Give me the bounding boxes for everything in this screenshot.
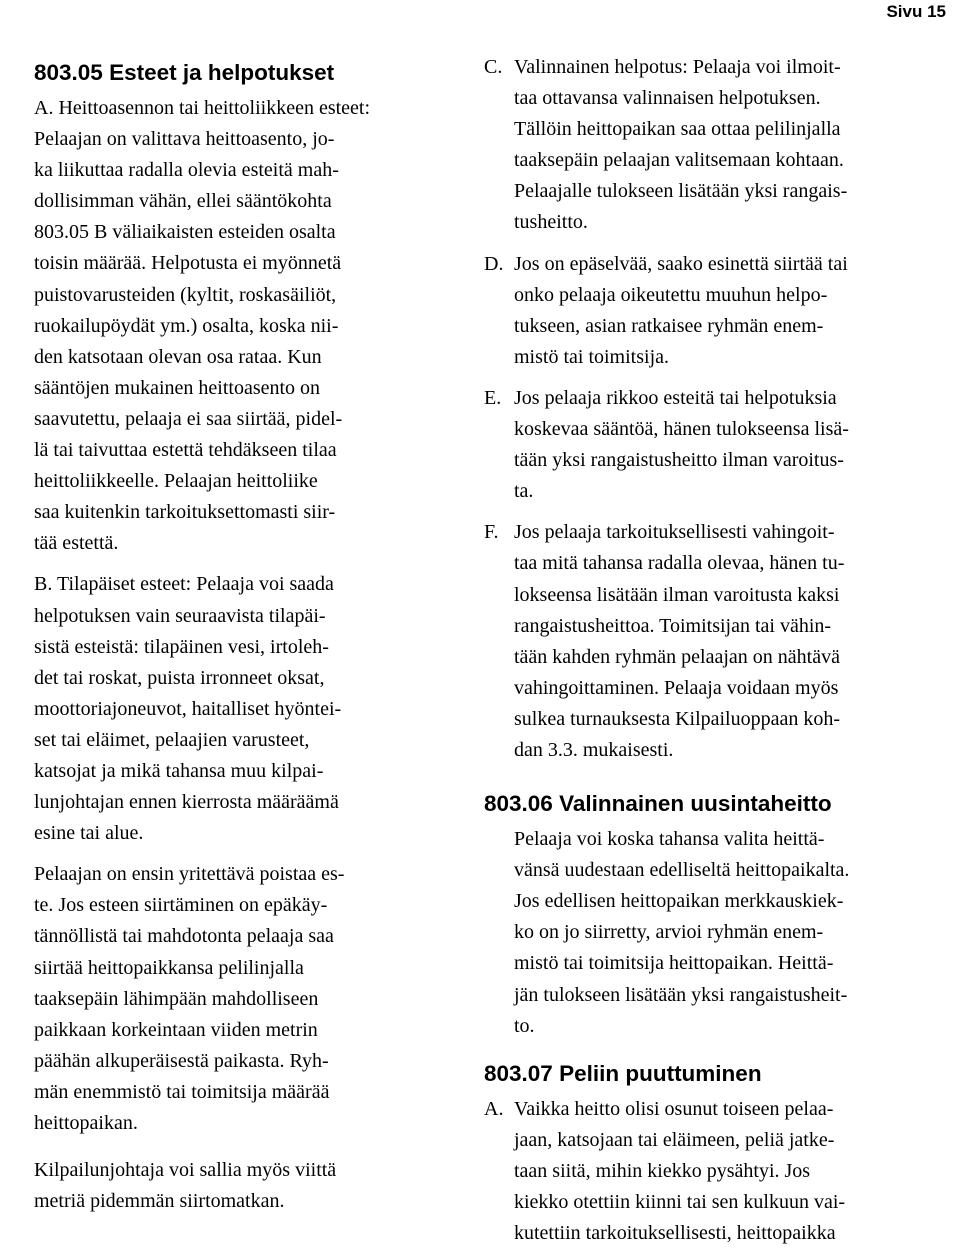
item-text — [34, 569, 464, 849]
text-line: tännöllistä tai mahdotonta pelaaja saa — [34, 925, 334, 948]
text-line: helpotuksen vain seuraavista tilapäi- — [34, 604, 326, 627]
text-line: te. Jos esteen siirtäminen on epäkäy- — [34, 894, 328, 917]
text-line: lunjohtajan ennen kierrosta määräämä — [34, 791, 339, 814]
text-line: heittoliikkeelle. Pelaajan heittoliike — [34, 470, 318, 493]
text-line: tusheitto. — [514, 211, 588, 234]
text-line: sulkea turnauksesta Kilpailuoppaan koh- — [514, 707, 841, 730]
item-label-inline: A. — [34, 97, 59, 119]
text-line: A. Heittoasennon tai heittoliikkeen esteet: — [34, 97, 371, 119]
text-line: Kilpailunjohtaja voi sallia myös viittä — [34, 1159, 337, 1182]
page-number: Sivu 15 — [886, 2, 946, 21]
text-line: sistä esteistä: tilapäinen vesi, irtoleh- — [34, 635, 329, 658]
text-line: koskevaa sääntöä, hänen tulokseensa lisä- — [514, 418, 849, 441]
text-line: saavutettu, pelaaja ei saa siirtää, pidel- — [34, 407, 343, 430]
rule-list — [484, 52, 956, 766]
text-line: den katsotaan olevan osa rataa. Kun — [34, 345, 322, 368]
text-line: Jos on epäselvää, saako esinettä siirtää tai — [514, 252, 848, 275]
text-line: mistö tai toimitsija heittopaikan. Heittä- — [514, 952, 834, 975]
text-line: saa kuitenkin tarkoituksettomasti siir- — [34, 501, 336, 524]
text-line: 803.05 B väliaikaisten esteiden osalta — [34, 221, 336, 244]
text-line: päähän alkuperäisestä paikasta. Ryh- — [34, 1049, 329, 1072]
text-line: ko on jo siirretty, arvioi ryhmän enem- — [514, 921, 824, 944]
text-line: lä tai taivuttaa estettä tehdäkseen tilaa — [34, 439, 337, 462]
text-line: Valinnainen helpotus: Pelaaja voi ilmoit- — [514, 56, 841, 78]
text-line: set tai eläimet, pelaajien varusteet, — [34, 728, 310, 751]
item-label: D. — [484, 252, 504, 275]
rule-item — [484, 517, 956, 766]
text-line: kutettiin tarkoituksellisesti, heittopaikka — [514, 1222, 836, 1245]
text-line: Jos pelaaja tarkoituksellisesti vahingoit- — [514, 521, 835, 544]
text-line: tukseen, asian ratkaisee ryhmän enem- — [514, 314, 824, 337]
item-label: F. — [484, 521, 499, 544]
item-label: C. — [484, 56, 503, 78]
text-line: Pelaajan on ensin yritettävä poistaa es- — [34, 863, 345, 886]
text-line: jaan, katsojaan tai eläimeen, peliä jatke- — [514, 1128, 835, 1151]
text-line: vänsä uudestaan edelliseltä heittopaikalta. — [514, 859, 850, 882]
text-line: katsojat ja mikä tahansa muu kilpai- — [34, 759, 324, 782]
text-line: män enemmistö tai toimitsija määrää — [34, 1080, 330, 1103]
text-line: puistovarusteiden (kyltit, roskasäiliöt, — [34, 283, 337, 306]
item-label-inline: B. — [34, 573, 57, 596]
item-text — [514, 517, 956, 766]
text-line: tää estettä. — [34, 532, 119, 555]
rule-803-05-a — [34, 93, 464, 559]
item-label: A. — [484, 1097, 504, 1120]
text-line: ruokailupöydät ym.) osalta, koska nii- — [34, 314, 339, 337]
text-line: taa mitä tahansa radalla olevaa, hänen tu- — [514, 552, 845, 575]
text-line: heittopaikan. — [34, 1112, 138, 1134]
item-label: E. — [484, 386, 502, 409]
section-heading-803-06: 803.06 Valinnainen uusintaheitto — [484, 791, 832, 817]
text-line: B. Tilapäiset esteet: Pelaaja voi saada — [34, 573, 334, 596]
rule-item — [484, 249, 956, 373]
text-line: kiekko otettiin kiinni tai sen kulkuun vai- — [514, 1191, 846, 1213]
section-heading-803-07: 803.07 Peliin puuttuminen — [484, 1060, 762, 1086]
text-line: Pelaajalle tulokseen lisätään yksi rangais- — [514, 180, 848, 203]
text-line: det tai roskat, puista irronneet oksat, — [34, 666, 325, 689]
text-line: paikkaan korkeintaan viiden metrin — [34, 1018, 318, 1041]
paragraph-director-extension — [34, 1155, 464, 1217]
text-line: dan 3.3. mukaisesti. — [514, 738, 674, 761]
item-text — [34, 93, 464, 559]
text-line: jän tulokseen lisätään yksi rangaistusheit- — [514, 983, 848, 1006]
text-line: rangaistusheittoa. Toimitsijan tai vähin- — [514, 614, 832, 637]
paragraph-move-lie — [34, 859, 464, 1139]
item-text — [514, 52, 956, 239]
text-line: siirtää heittopaikkansa pelilinjalla — [34, 956, 304, 979]
text-line: Pelaaja voi koska tahansa valita heittä- — [514, 828, 825, 851]
item-text — [514, 249, 956, 373]
text-line: Vaikka heitto olisi osunut toiseen pelaa- — [514, 1097, 834, 1120]
text-line: lokseensa lisätään ilman varoitusta kaksi — [514, 583, 840, 606]
text-line: esine tai alue. — [34, 822, 144, 845]
text-line: onko pelaaja oikeutettu muuhun helpo- — [514, 283, 828, 306]
text-line: Tällöin heittopaikan saa ottaa pelilinjalla — [514, 118, 841, 141]
text-line: metriä pidemmän siirtomatkan. — [34, 1190, 285, 1213]
text-line: taa ottavansa valinnaisen helpotuksen. — [514, 87, 821, 110]
section-heading-803-05: 803.05 Esteet ja helpotukset — [34, 60, 335, 85]
rule-item — [484, 52, 956, 239]
text-line: ka liikuttaa radalla olevia esteitä mah- — [34, 159, 339, 182]
item-text — [514, 1094, 956, 1249]
text-line: vahingoittaminen. Pelaaja voidaan myös — [514, 676, 839, 699]
rule-item — [484, 383, 956, 507]
text-line: moottoriajoneuvot, haitalliset hyöntei- — [34, 697, 342, 720]
left-column — [34, 52, 464, 1217]
paragraph-803-06 — [484, 824, 956, 1042]
text-line: ta. — [514, 480, 534, 503]
text-line: taaksepäin pelaajan valitsemaan kohtaan. — [514, 149, 844, 172]
text-line: dollisimman vähän, ellei sääntökohta — [34, 190, 332, 213]
text-line: taan siitä, mihin kiekko pysähtyi. Jos — [514, 1159, 811, 1182]
text-line: taaksepäin lähimpään mahdolliseen — [34, 987, 319, 1010]
text-line: Jos pelaaja rikkoo esteitä tai helpotuksia — [514, 386, 837, 409]
text-line: toisin määrää. Helpotusta ei myönnetä — [34, 252, 342, 275]
text-line: mistö tai toimitsija. — [514, 345, 669, 368]
text-line: Pelaajan on valittava heittoasento, jo- — [34, 128, 335, 151]
text-line: sääntöjen mukainen heittoasento on — [34, 376, 321, 399]
text-line: tään kahden ryhmän pelaajan on nähtävä — [514, 645, 840, 668]
text-line: Jos edellisen heittopaikan merkkauskiek- — [514, 890, 844, 913]
right-column — [484, 52, 956, 1249]
text-line: to. — [514, 1014, 535, 1037]
item-text — [514, 383, 956, 507]
rule-803-05-b — [34, 569, 464, 849]
rule-803-07-a — [484, 1094, 956, 1249]
text-line: tään yksi rangaistusheitto ilman varoitus- — [514, 449, 844, 472]
